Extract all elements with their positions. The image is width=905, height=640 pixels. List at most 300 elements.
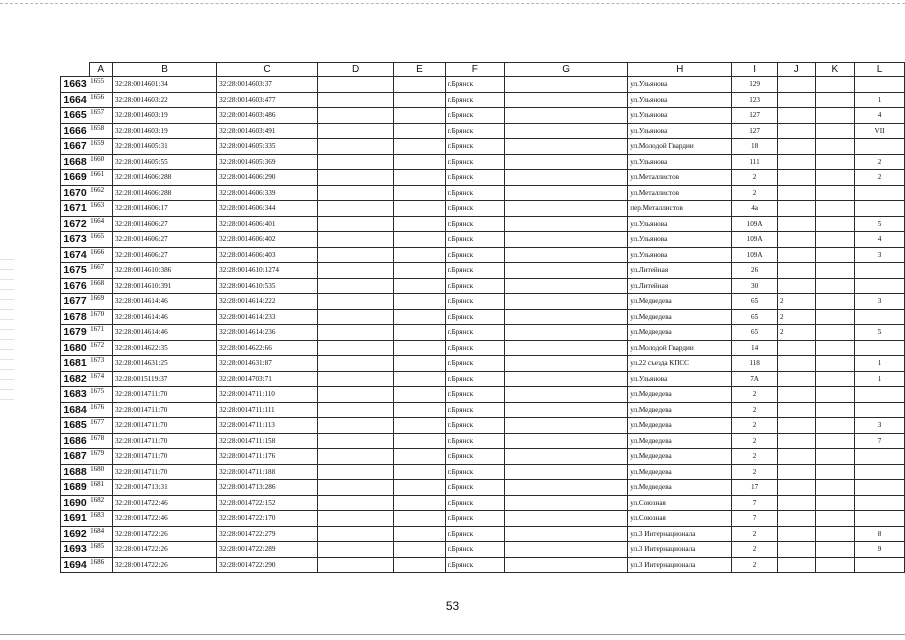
cell-k[interactable] [815, 511, 855, 527]
cell-j[interactable] [777, 216, 815, 232]
cell-a[interactable]: 1686 [89, 557, 112, 573]
cell-j[interactable] [777, 433, 815, 449]
cell-d[interactable] [317, 278, 393, 294]
cell-b[interactable]: 32:28:0014713:31 [112, 480, 216, 496]
cell-e[interactable] [394, 232, 445, 248]
cell-k[interactable] [815, 387, 855, 403]
cell-c[interactable]: 32:28:0014606:403 [217, 247, 318, 263]
cell-a[interactable]: 1666 [89, 247, 112, 263]
cell-a[interactable]: 1661 [89, 170, 112, 186]
cell-h[interactable]: ул.Молодой Гвардии [628, 139, 732, 155]
cell-i[interactable]: 2 [732, 464, 778, 480]
cell-b[interactable]: 32:28:0014722:46 [112, 511, 216, 527]
cell-j[interactable] [777, 418, 815, 434]
column-header-h[interactable]: H [628, 63, 732, 77]
cell-c[interactable]: 32:28:0014606:339 [217, 185, 318, 201]
cell-d[interactable] [317, 263, 393, 279]
cell-b[interactable]: 32:28:0014622:35 [112, 340, 216, 356]
cell-h[interactable]: ул.3 Интернационала [628, 557, 732, 573]
cell-d[interactable] [317, 201, 393, 217]
cell-j[interactable] [777, 139, 815, 155]
cell-h[interactable]: ул.Медведева [628, 433, 732, 449]
cell-d[interactable] [317, 387, 393, 403]
cell-i[interactable]: 7А [732, 371, 778, 387]
cell-b[interactable]: 32:28:0014606:27 [112, 216, 216, 232]
cell-c[interactable]: 32:28:0014614:222 [217, 294, 318, 310]
cell-d[interactable] [317, 123, 393, 139]
cell-a[interactable]: 1682 [89, 495, 112, 511]
cell-f[interactable]: г.Брянск [445, 387, 504, 403]
cell-l[interactable] [855, 77, 905, 93]
cell-g[interactable] [505, 464, 628, 480]
cell-f[interactable]: г.Брянск [445, 170, 504, 186]
row-number-cell[interactable]: 1680 [61, 340, 90, 356]
cell-d[interactable] [317, 108, 393, 124]
cell-j[interactable] [777, 123, 815, 139]
cell-j[interactable] [777, 464, 815, 480]
cell-a[interactable]: 1667 [89, 263, 112, 279]
cell-b[interactable]: 32:28:0014605:31 [112, 139, 216, 155]
cell-k[interactable] [815, 309, 855, 325]
cell-h[interactable]: ул.Медведева [628, 294, 732, 310]
cell-g[interactable] [505, 387, 628, 403]
cell-e[interactable] [394, 340, 445, 356]
row-number-cell[interactable]: 1685 [61, 418, 90, 434]
cell-g[interactable] [505, 511, 628, 527]
cell-e[interactable] [394, 495, 445, 511]
cell-e[interactable] [394, 433, 445, 449]
cell-c[interactable]: 32:28:0014631:87 [217, 356, 318, 372]
column-header-i[interactable]: I [732, 63, 778, 77]
cell-i[interactable]: 123 [732, 92, 778, 108]
cell-c[interactable]: 32:28:0014722:290 [217, 557, 318, 573]
cell-b[interactable]: 32:28:0014614:46 [112, 309, 216, 325]
cell-c[interactable]: 32:28:0014711:176 [217, 449, 318, 465]
cell-k[interactable] [815, 340, 855, 356]
cell-e[interactable] [394, 294, 445, 310]
cell-h[interactable]: ул.Металлистов [628, 170, 732, 186]
cell-a[interactable]: 1684 [89, 526, 112, 542]
cell-f[interactable]: г.Брянск [445, 294, 504, 310]
cell-c[interactable]: 32:28:0014711:113 [217, 418, 318, 434]
cell-j[interactable] [777, 201, 815, 217]
cell-i[interactable]: 17 [732, 480, 778, 496]
cell-a[interactable]: 1677 [89, 418, 112, 434]
cell-k[interactable] [815, 278, 855, 294]
cell-c[interactable]: 32:28:0014603:477 [217, 92, 318, 108]
cell-e[interactable] [394, 387, 445, 403]
cell-i[interactable]: 118 [732, 356, 778, 372]
cell-a[interactable]: 1659 [89, 139, 112, 155]
cell-e[interactable] [394, 77, 445, 93]
cell-a[interactable]: 1658 [89, 123, 112, 139]
cell-g[interactable] [505, 294, 628, 310]
cell-k[interactable] [815, 480, 855, 496]
cell-i[interactable]: 65 [732, 309, 778, 325]
cell-a[interactable]: 1672 [89, 340, 112, 356]
cell-i[interactable]: 4а [732, 201, 778, 217]
row-number-cell[interactable]: 1672 [61, 216, 90, 232]
row-number-cell[interactable]: 1666 [61, 123, 90, 139]
cell-l[interactable]: 7 [855, 433, 905, 449]
cell-c[interactable]: 32:28:0014610:535 [217, 278, 318, 294]
cell-h[interactable]: ул.Ульянова [628, 216, 732, 232]
cell-d[interactable] [317, 294, 393, 310]
cell-j[interactable] [777, 108, 815, 124]
cell-f[interactable]: г.Брянск [445, 511, 504, 527]
row-number-cell[interactable]: 1677 [61, 294, 90, 310]
cell-i[interactable]: 26 [732, 263, 778, 279]
cell-g[interactable] [505, 201, 628, 217]
cell-i[interactable]: 65 [732, 325, 778, 341]
cell-f[interactable]: г.Брянск [445, 154, 504, 170]
cell-c[interactable]: 32:28:0014622:66 [217, 340, 318, 356]
cell-a[interactable]: 1664 [89, 216, 112, 232]
cell-l[interactable]: 9 [855, 542, 905, 558]
cell-g[interactable] [505, 371, 628, 387]
cell-g[interactable] [505, 216, 628, 232]
cell-f[interactable]: г.Брянск [445, 216, 504, 232]
cell-j[interactable] [777, 371, 815, 387]
cell-h[interactable]: ул.Ульянова [628, 247, 732, 263]
cell-h[interactable]: ул.Ульянова [628, 77, 732, 93]
cell-a[interactable]: 1660 [89, 154, 112, 170]
cell-k[interactable] [815, 418, 855, 434]
cell-a[interactable]: 1665 [89, 232, 112, 248]
cell-k[interactable] [815, 92, 855, 108]
cell-d[interactable] [317, 154, 393, 170]
cell-d[interactable] [317, 139, 393, 155]
cell-b[interactable]: 32:28:0014722:26 [112, 557, 216, 573]
cell-j[interactable] [777, 449, 815, 465]
cell-g[interactable] [505, 356, 628, 372]
cell-d[interactable] [317, 309, 393, 325]
cell-j[interactable] [777, 526, 815, 542]
cell-c[interactable]: 32:28:0014722:289 [217, 542, 318, 558]
cell-d[interactable] [317, 371, 393, 387]
cell-f[interactable]: г.Брянск [445, 201, 504, 217]
cell-l[interactable] [855, 185, 905, 201]
row-number-cell[interactable]: 1674 [61, 247, 90, 263]
cell-a[interactable]: 1668 [89, 278, 112, 294]
cell-g[interactable] [505, 139, 628, 155]
cell-c[interactable]: 32:28:0014606:402 [217, 232, 318, 248]
row-number-cell[interactable]: 1687 [61, 449, 90, 465]
cell-f[interactable]: г.Брянск [445, 247, 504, 263]
cell-d[interactable] [317, 495, 393, 511]
cell-j[interactable] [777, 557, 815, 573]
row-number-cell[interactable]: 1681 [61, 356, 90, 372]
cell-l[interactable] [855, 480, 905, 496]
row-number-cell[interactable]: 1675 [61, 263, 90, 279]
cell-g[interactable] [505, 325, 628, 341]
row-number-cell[interactable]: 1679 [61, 325, 90, 341]
cell-g[interactable] [505, 526, 628, 542]
cell-c[interactable]: 32:28:0014605:369 [217, 154, 318, 170]
cell-i[interactable]: 109А [732, 232, 778, 248]
cell-b[interactable]: 32:28:0014603:22 [112, 92, 216, 108]
cell-e[interactable] [394, 418, 445, 434]
cell-c[interactable]: 32:28:0014722:152 [217, 495, 318, 511]
column-header-g[interactable]: G [505, 63, 628, 77]
column-header-b[interactable]: B [112, 63, 216, 77]
cell-g[interactable] [505, 232, 628, 248]
cell-f[interactable]: г.Брянск [445, 402, 504, 418]
row-number-cell[interactable]: 1691 [61, 511, 90, 527]
row-number-cell[interactable]: 1678 [61, 309, 90, 325]
cell-h[interactable]: ул.Медведева [628, 402, 732, 418]
cell-c[interactable]: 32:28:0014603:486 [217, 108, 318, 124]
cell-c[interactable]: 32:28:0014603:37 [217, 77, 318, 93]
cell-f[interactable]: г.Брянск [445, 108, 504, 124]
cell-j[interactable] [777, 480, 815, 496]
row-number-cell[interactable]: 1671 [61, 201, 90, 217]
cell-c[interactable]: 32:28:0014722:170 [217, 511, 318, 527]
cell-l[interactable]: 3 [855, 247, 905, 263]
cell-f[interactable]: г.Брянск [445, 495, 504, 511]
column-header-f[interactable]: F [445, 63, 504, 77]
cell-b[interactable]: 32:28:0015119:37 [112, 371, 216, 387]
cell-f[interactable]: г.Брянск [445, 418, 504, 434]
cell-h[interactable]: ул.Литейная [628, 278, 732, 294]
cell-k[interactable] [815, 449, 855, 465]
cell-b[interactable]: 32:28:0014722:26 [112, 542, 216, 558]
cell-j[interactable] [777, 77, 815, 93]
cell-g[interactable] [505, 123, 628, 139]
cell-k[interactable] [815, 526, 855, 542]
cell-f[interactable]: г.Брянск [445, 123, 504, 139]
cell-f[interactable]: г.Брянск [445, 542, 504, 558]
cell-f[interactable]: г.Брянск [445, 464, 504, 480]
cell-f[interactable]: г.Брянск [445, 139, 504, 155]
cell-i[interactable]: 127 [732, 123, 778, 139]
cell-g[interactable] [505, 154, 628, 170]
cell-a[interactable]: 1663 [89, 201, 112, 217]
cell-b[interactable]: 32:28:0014711:70 [112, 464, 216, 480]
cell-a[interactable]: 1670 [89, 309, 112, 325]
cell-d[interactable] [317, 557, 393, 573]
row-number-cell[interactable]: 1668 [61, 154, 90, 170]
cell-i[interactable]: 2 [732, 402, 778, 418]
cell-l[interactable]: 1 [855, 356, 905, 372]
cell-e[interactable] [394, 201, 445, 217]
cell-b[interactable]: 32:28:0014606:17 [112, 201, 216, 217]
cell-i[interactable]: 7 [732, 511, 778, 527]
cell-a[interactable]: 1662 [89, 185, 112, 201]
cell-g[interactable] [505, 340, 628, 356]
row-number-cell[interactable]: 1692 [61, 526, 90, 542]
cell-f[interactable]: г.Брянск [445, 433, 504, 449]
row-number-cell[interactable]: 1693 [61, 542, 90, 558]
cell-h[interactable]: ул.Металлистов [628, 185, 732, 201]
cell-k[interactable] [815, 247, 855, 263]
cell-h[interactable]: ул.Молодой Гвардии [628, 340, 732, 356]
cell-b[interactable]: 32:28:0014614:46 [112, 325, 216, 341]
cell-g[interactable] [505, 402, 628, 418]
cell-l[interactable] [855, 139, 905, 155]
cell-l[interactable] [855, 340, 905, 356]
cell-l[interactable]: 5 [855, 216, 905, 232]
cell-a[interactable]: 1671 [89, 325, 112, 341]
cell-b[interactable]: 32:28:0014603:19 [112, 123, 216, 139]
cell-d[interactable] [317, 402, 393, 418]
cell-i[interactable]: 109А [732, 216, 778, 232]
cell-c[interactable]: 32:28:0014606:401 [217, 216, 318, 232]
cell-l[interactable]: 4 [855, 108, 905, 124]
cell-h[interactable]: ул.Медведева [628, 418, 732, 434]
cell-j[interactable] [777, 511, 815, 527]
cell-i[interactable]: 65 [732, 294, 778, 310]
row-number-cell[interactable]: 1665 [61, 108, 90, 124]
cell-f[interactable]: г.Брянск [445, 557, 504, 573]
row-number-cell[interactable]: 1676 [61, 278, 90, 294]
cell-k[interactable] [815, 371, 855, 387]
cell-f[interactable]: г.Брянск [445, 309, 504, 325]
cell-j[interactable] [777, 185, 815, 201]
cell-g[interactable] [505, 185, 628, 201]
cell-h[interactable]: ул.Союзная [628, 511, 732, 527]
cell-g[interactable] [505, 433, 628, 449]
cell-h[interactable]: ул.Медведева [628, 464, 732, 480]
cell-h[interactable]: ул.Союзная [628, 495, 732, 511]
cell-e[interactable] [394, 139, 445, 155]
cell-l[interactable]: 2 [855, 154, 905, 170]
cell-h[interactable]: пер.Металлистов [628, 201, 732, 217]
cell-a[interactable]: 1676 [89, 402, 112, 418]
row-number-cell[interactable]: 1694 [61, 557, 90, 573]
cell-d[interactable] [317, 526, 393, 542]
cell-b[interactable]: 32:28:0014601:34 [112, 77, 216, 93]
cell-f[interactable]: г.Брянск [445, 232, 504, 248]
cell-i[interactable]: 7 [732, 495, 778, 511]
cell-j[interactable]: 2 [777, 325, 815, 341]
cell-e[interactable] [394, 526, 445, 542]
cell-f[interactable]: г.Брянск [445, 325, 504, 341]
cell-i[interactable]: 129 [732, 77, 778, 93]
row-number-cell[interactable]: 1667 [61, 139, 90, 155]
cell-b[interactable]: 32:28:0014722:46 [112, 495, 216, 511]
cell-h[interactable]: ул.Ульянова [628, 92, 732, 108]
cell-j[interactable] [777, 402, 815, 418]
cell-f[interactable]: г.Брянск [445, 356, 504, 372]
column-header-e[interactable]: E [394, 63, 445, 77]
cell-k[interactable] [815, 185, 855, 201]
cell-i[interactable]: 2 [732, 170, 778, 186]
cell-k[interactable] [815, 325, 855, 341]
cell-a[interactable]: 1655 [89, 77, 112, 93]
cell-d[interactable] [317, 340, 393, 356]
cell-k[interactable] [815, 356, 855, 372]
cell-a[interactable]: 1685 [89, 542, 112, 558]
cell-k[interactable] [815, 77, 855, 93]
cell-g[interactable] [505, 278, 628, 294]
cell-g[interactable] [505, 263, 628, 279]
cell-j[interactable] [777, 542, 815, 558]
cell-e[interactable] [394, 216, 445, 232]
cell-a[interactable]: 1669 [89, 294, 112, 310]
cell-l[interactable] [855, 464, 905, 480]
cell-a[interactable]: 1674 [89, 371, 112, 387]
cell-e[interactable] [394, 92, 445, 108]
cell-h[interactable]: ул.Ульянова [628, 108, 732, 124]
cell-l[interactable] [855, 449, 905, 465]
cell-j[interactable] [777, 387, 815, 403]
cell-k[interactable] [815, 263, 855, 279]
cell-j[interactable] [777, 232, 815, 248]
cell-g[interactable] [505, 108, 628, 124]
cell-k[interactable] [815, 154, 855, 170]
cell-e[interactable] [394, 247, 445, 263]
cell-e[interactable] [394, 278, 445, 294]
cell-k[interactable] [815, 495, 855, 511]
cell-i[interactable]: 30 [732, 278, 778, 294]
cell-d[interactable] [317, 325, 393, 341]
cell-j[interactable] [777, 92, 815, 108]
cell-c[interactable]: 32:28:0014711:110 [217, 387, 318, 403]
cell-e[interactable] [394, 557, 445, 573]
cell-f[interactable]: г.Брянск [445, 92, 504, 108]
cell-j[interactable]: 2 [777, 294, 815, 310]
cell-i[interactable]: 127 [732, 108, 778, 124]
row-number-cell[interactable]: 1684 [61, 402, 90, 418]
cell-b[interactable]: 32:28:0014631:25 [112, 356, 216, 372]
row-number-cell[interactable]: 1689 [61, 480, 90, 496]
cell-c[interactable]: 32:28:0014610:1274 [217, 263, 318, 279]
cell-h[interactable]: ул.Ульянова [628, 154, 732, 170]
cell-l[interactable] [855, 309, 905, 325]
cell-d[interactable] [317, 170, 393, 186]
cell-c[interactable]: 32:28:0014711:111 [217, 402, 318, 418]
cell-l[interactable]: 3 [855, 418, 905, 434]
column-header-j[interactable]: J [777, 63, 815, 77]
cell-l[interactable]: 5 [855, 325, 905, 341]
cell-i[interactable]: 18 [732, 139, 778, 155]
cell-i[interactable]: 2 [732, 185, 778, 201]
cell-k[interactable] [815, 557, 855, 573]
cell-h[interactable]: ул.22 съезда КПСС [628, 356, 732, 372]
cell-k[interactable] [815, 402, 855, 418]
cell-c[interactable]: 32:28:0014614:236 [217, 325, 318, 341]
cell-g[interactable] [505, 170, 628, 186]
row-number-cell[interactable]: 1683 [61, 387, 90, 403]
cell-b[interactable]: 32:28:0014711:70 [112, 402, 216, 418]
cell-e[interactable] [394, 480, 445, 496]
cell-c[interactable]: 32:28:0014711:188 [217, 464, 318, 480]
cell-h[interactable]: ул.Медведева [628, 480, 732, 496]
cell-b[interactable]: 32:28:0014722:26 [112, 526, 216, 542]
cell-l[interactable]: 8 [855, 526, 905, 542]
cell-i[interactable]: 109А [732, 247, 778, 263]
cell-l[interactable]: 1 [855, 371, 905, 387]
cell-i[interactable]: 14 [732, 340, 778, 356]
cell-b[interactable]: 32:28:0014606:27 [112, 232, 216, 248]
cell-d[interactable] [317, 542, 393, 558]
row-number-cell[interactable]: 1669 [61, 170, 90, 186]
cell-k[interactable] [815, 170, 855, 186]
cell-c[interactable]: 32:28:0014603:491 [217, 123, 318, 139]
cell-a[interactable]: 1673 [89, 356, 112, 372]
cell-a[interactable]: 1681 [89, 480, 112, 496]
row-number-cell[interactable]: 1670 [61, 185, 90, 201]
cell-l[interactable]: 3 [855, 294, 905, 310]
column-header-a[interactable]: A [89, 63, 112, 77]
column-header-c[interactable]: C [217, 63, 318, 77]
cell-g[interactable] [505, 247, 628, 263]
cell-c[interactable]: 32:28:0014606:344 [217, 201, 318, 217]
cell-k[interactable] [815, 216, 855, 232]
cell-l[interactable]: VII [855, 123, 905, 139]
cell-b[interactable]: 32:28:0014610:386 [112, 263, 216, 279]
